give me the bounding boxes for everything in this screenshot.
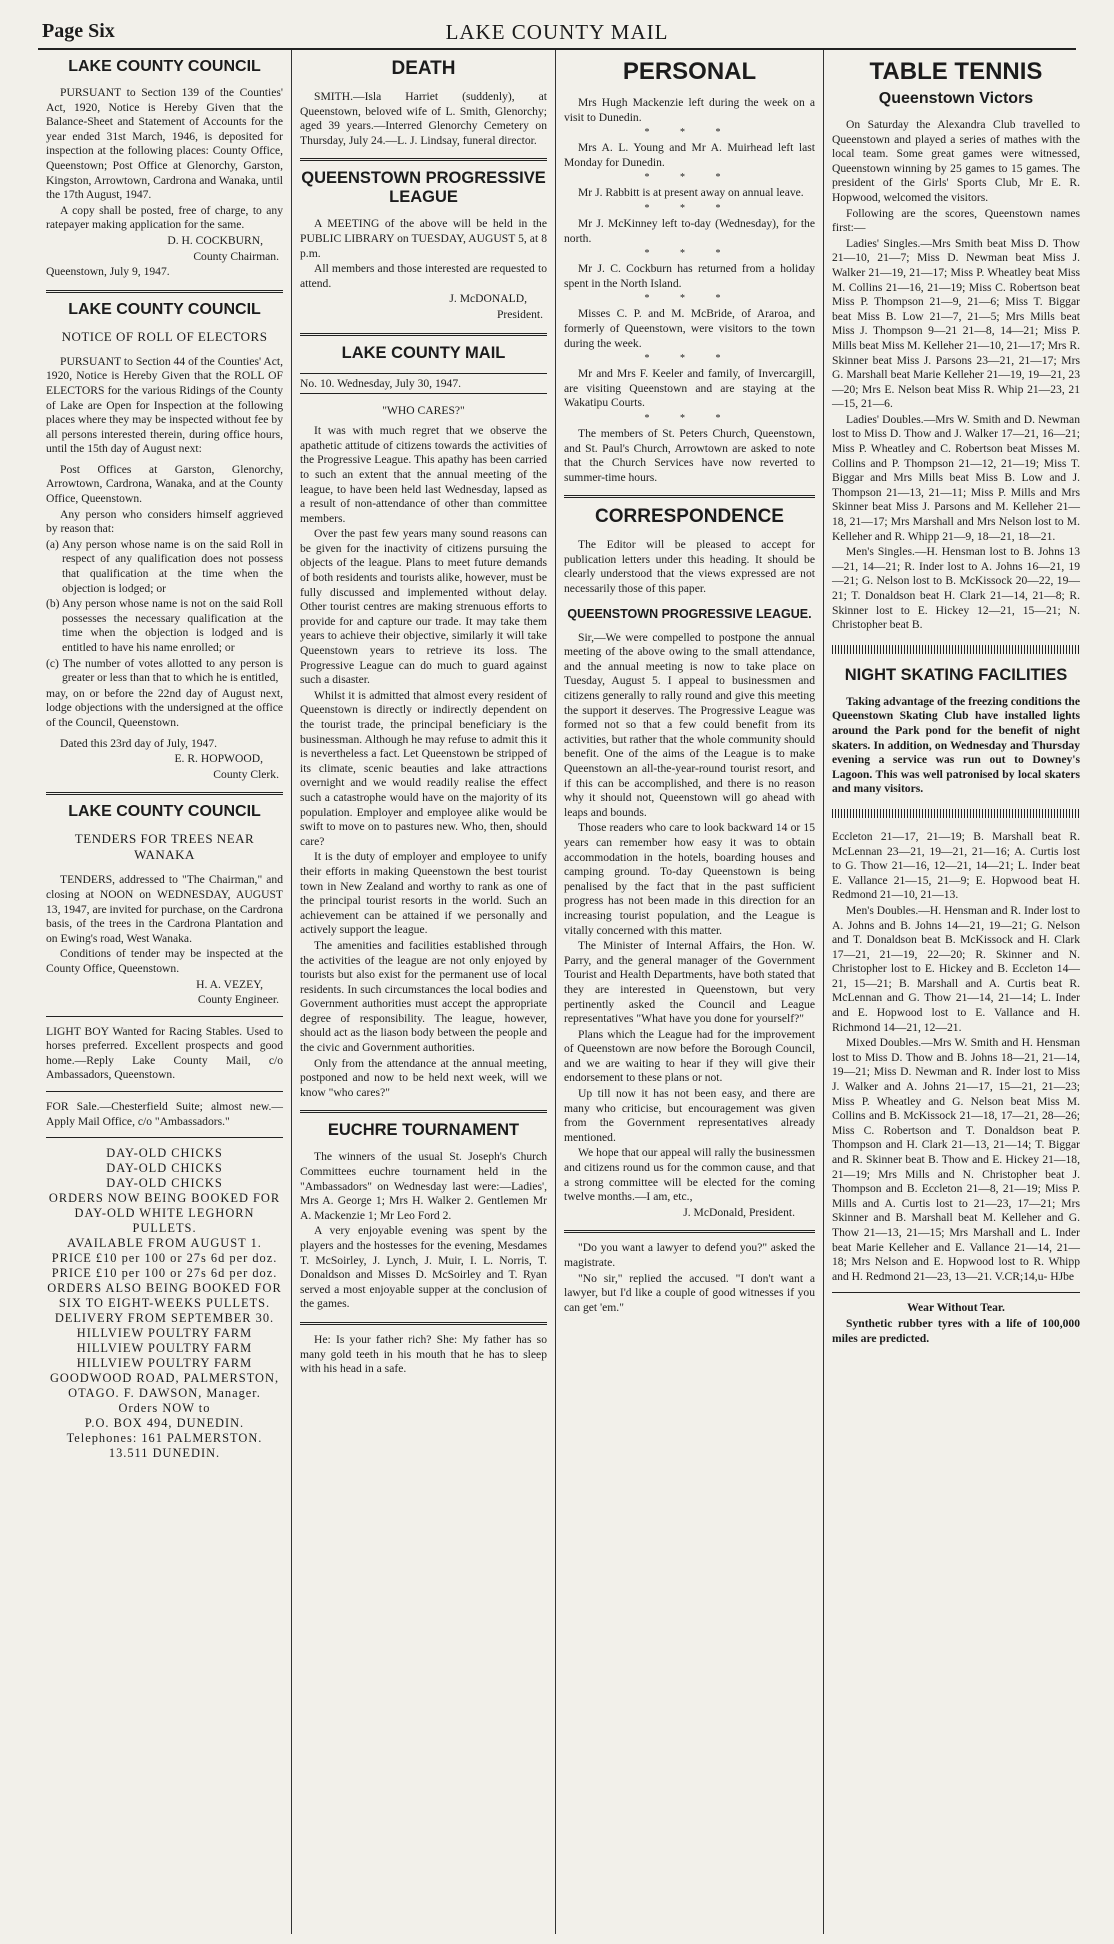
separator: * * * bbox=[644, 248, 735, 260]
column-1 bbox=[38, 50, 292, 1934]
letter-paragraph: The Minister of Internal Affairs, the Hon. W. Parry, and the general manager of the Government Tourist and Health Departments, have both stated that they are interested in Queenstown, but very pertinently asked the Council and League representatives "What have you done for yourself?" bbox=[564, 939, 815, 1026]
divider bbox=[46, 1016, 283, 1017]
ad-line: DAY-OLD CHICKS bbox=[106, 1176, 223, 1191]
tyres-heading: Wear Without Tear. bbox=[907, 1301, 1005, 1315]
notice-item-c: (c) The number of votes allotted to any person is greater or less than that to which he is entitled, bbox=[46, 656, 283, 685]
personal-item: Misses C. P. and M. McBride, of Araroa, and formerly of Queenstown, were visitors to the town during the week. bbox=[564, 307, 815, 350]
notice-signer-title: County Chairman. bbox=[193, 249, 279, 263]
ad-line: DELIVERY FROM SEPTEMBER 30. bbox=[54, 1311, 275, 1326]
ad-line: ORDERS ALSO BEING BOOKED FOR bbox=[47, 1281, 282, 1296]
league-signer-title: President. bbox=[496, 307, 543, 321]
euchre-paragraph: The winners of the usual St. Joseph's Church Committees euchre tournament held in the "Ambassadors" on Wednesday last were:—Ladies', Mrs A. George 1; Mrs H. Walker 2. Gentlemen Mr A. Mackenzie 1; Mr Leo Ford 2. bbox=[300, 1150, 547, 1222]
euchre-paragraph: A very enjoyable evening was spent by the players and the hostesses for the evening, Mesdames T. McSoirley, J. Lynch, J. Muir, I. L. Norris, T. Donaldson and Misses D. McSoirley and T. Ryan served a most enjoyable supper at the conclusion of the games. bbox=[300, 1224, 547, 1311]
notice-heading: LAKE COUNTY COUNCIL bbox=[68, 58, 261, 75]
correspondence-section bbox=[564, 506, 815, 1220]
death-heading: DEATH bbox=[391, 58, 456, 79]
notice-closing: may, on or before the 22nd day of August next, lodge objections with the undersigned at the office of the Council, Queenstown. bbox=[46, 686, 283, 729]
tennis-paragraph: Ladies' Doubles.—Mrs W. Smith and D. Newman lost to Miss D. Thow and J. Walker 17—21, 16—21; Miss P. Wheatley and C. Robertson beat Misses M. Collins and P. Thompson 21—12, 21—19; Miss T. Biggar and Mrs Mills beat Miss B. Low and J. Thompson 21—13, 21—11; Miss P. Mills and Mrs Skinner beat Miss J. Parsons and M. Kelleher 21—18, 21—17; Mrs Marshall and Mrs Nelson lost to M. Kelleher and R. Whipp 21—9, 18—21, 18—21. bbox=[832, 412, 1080, 543]
notice-intro: Any person who considers himself aggrieved by reason that: bbox=[46, 507, 283, 536]
divider bbox=[300, 1322, 547, 1325]
notice-body: Conditions of tender may be inspected at the County Office, Queenstown. bbox=[46, 947, 283, 975]
notice-body: PURSUANT to Section 44 of the Counties' Act, 1920, Notice is Hereby Given that the ROLL OF ELECTORS for the various Ridings of the County of Lake are Open for Inspection at the following places where they may be inspected without fee by all persons interested therein, during office hours, until the 15th day of August next: bbox=[46, 354, 283, 456]
notice-places: Post Offices at Garston, Glenorchy, Arrowtown, Cardrona, Wanaka, and at the County Office, Queenstown. bbox=[46, 462, 283, 506]
masthead bbox=[38, 14, 1076, 50]
ad-line: OTAGO. F. DAWSON, Manager. bbox=[68, 1386, 261, 1401]
divider bbox=[564, 1230, 815, 1233]
filler-joke bbox=[564, 1241, 815, 1315]
hatched-divider bbox=[832, 645, 1080, 654]
tennis-paragraph: Mixed Doubles.—Mrs W. Smith and H. Hensman lost to Miss D. Thow and B. Johns 18—21, 21—14, 19—21; Miss D. Newman and R. Inder lost to Miss J. Walker and A. Johns 21—17, 15—21, 21—23; Miss P. Wheatley and G. Nelson beat Miss M. Collins and B. McKissock 21—18, 17—21, 28—26; Miss C. Robertson and T. Donaldson beat P. Thompson and H. Clark 21—13, 21—14; T. Biggar and R. Skinner beat B. Thow and E. Hickey 21—18, 21—19; Mrs Mills and N. Christopher beat J. Thompson and B. Eccleton 21—8, 21—19; Miss P. Mills and A. Curtis lost to 21—23, 17—21; Mrs Skinner and B. Marshall beat M. Kelleher and G. Thow 21—13, 21—15; Mrs Marshall and L. Inder beat Marie Kelleher and E. Vallance 21—14, 21—18; Mrs Nelson and E. Hopwood lost to R. Whipp and H. Redmond 21—23, 13—21. V.CR;14,u- HJbe bbox=[832, 1036, 1080, 1283]
divider bbox=[46, 1137, 283, 1138]
ad-line: AVAILABLE FROM AUGUST 1. bbox=[67, 1236, 262, 1251]
tennis-paragraph: Eccleton 21—17, 21—19; B. Marshall beat R. McLennan 23—21, 19—21, 21—16; A. Curtis lost to G. Thow 21—16, 12—21, 14—21; L. Inder beat E. Vallance 21—15, 21—9; E. Hopwood beat H. Redmond 21—10, 21—13. bbox=[832, 829, 1080, 902]
skating-heading: NIGHT SKATING FACILITIES bbox=[844, 665, 1068, 684]
editorial-paragraph: It is the duty of employer and employee to unify their efforts in making Queenstown the best tourist town in New Zealand and worthy to rank as one of the principal tourist resorts in the world. Such an achievement can be attained if we personally and actively support the league. bbox=[300, 850, 547, 937]
ad-line: Telephones: 161 PALMERSTON. bbox=[66, 1431, 263, 1446]
separator: * * * bbox=[644, 127, 735, 139]
hatched-divider bbox=[832, 809, 1080, 818]
divider bbox=[46, 792, 283, 795]
tennis-paragraph: Men's Doubles.—H. Hensman and R. Inder lost to A. Johns and B. Johns 14—21, 19—21; G. Nelson and T. Donaldson beat B. McKissock and H. Clark 17—21, 21—19, 22—20; R. Skinner and N. Christopher lost to E. Hickey and B. Eccleton 14—21, 15—21; B. Marshall and A. Curtis beat R. McLennan and G. Thow 21—14, 21—14; L. Inder and E. Hopwood lost to E. Vallance and H. Richmond 14—21, 12—21. bbox=[832, 903, 1080, 1034]
ad-line: GOODWOOD ROAD, PALMERSTON, bbox=[49, 1371, 280, 1386]
notice-signer-title: County Clerk. bbox=[213, 767, 279, 781]
table-tennis-article bbox=[832, 58, 1080, 633]
ad-line: HILLVIEW POULTRY FARM bbox=[76, 1356, 253, 1371]
notice-roll-of-electors bbox=[46, 301, 283, 783]
notice-date: Queenstown, July 9, 1947. bbox=[46, 265, 170, 279]
editorial-paragraph: The amenities and facilities established through the activities of the league are not only enjoyed by tourists but also exist for the permanent use of local residents. In such circumstances the local bodies and Government authorities must accept the appropriate degree of responsibility. The league, however, should act as the liason body between the people and the civic and Government authorities. bbox=[300, 938, 547, 1055]
notice-subheading: NOTICE OF ROLL OF ELECTORS bbox=[61, 328, 268, 344]
notice-item-a: (a) Any person whose name is on the said Roll in respect of any qualification does not possess that qualification at the time when the objection is lodged; or bbox=[46, 537, 283, 595]
classified-ad: FOR Sale.—Chesterfield Suite; almost new.—Apply Mail Office, c/o "Ambassadors." bbox=[46, 1100, 283, 1128]
notice-signer: H. A. VEZEY, bbox=[196, 977, 263, 991]
notice-signer: E. R. HOPWOOD, bbox=[174, 752, 263, 766]
notice-balance-sheet bbox=[46, 58, 283, 280]
skating-body: Taking advantage of the freezing conditions the Queenstown Skating Club have installed lights around the Park pond for the benefit of night skaters. In addition, on Wednesday and Thursday evening a service was run out to Downey's Lagoon. This was well patronised by local skaters and many visitors. bbox=[832, 694, 1080, 796]
personal-item: Mrs Hugh Mackenzie left during the week on a visit to Dunedin. bbox=[564, 96, 815, 124]
notice-tenders bbox=[46, 803, 283, 1007]
editorial-nameplate: LAKE COUNTY MAIL bbox=[341, 343, 506, 362]
skating-article bbox=[832, 666, 1080, 797]
separator: * * * bbox=[644, 202, 735, 214]
personal-item: Mr J. C. Cockburn has returned from a holiday spent in the North Island. bbox=[564, 262, 815, 290]
ad-line: 13.511 DUNEDIN. bbox=[108, 1446, 221, 1461]
letter-paragraph: Sir,—We were compelled to postpone the annual meeting of the above owing to the small attendance, and the annual meeting is now to take place on Tuesday, August 5. I appeal to businessmen and citizens generally to rally round and give this meeting the support it deserves. The Progressive League was formed not so that a few could benefit from its activities, but rather that the whole community should benefit. One of the aims of the League is to make Queenstown an all-the-year-round tourist resort, and if this can be accomplished, and there is no reason why it should not, Queenstown will go ahead with leaps and bounds. bbox=[564, 630, 815, 819]
table-tennis-continued bbox=[832, 830, 1080, 1284]
ad-line: HILLVIEW POULTRY FARM bbox=[76, 1326, 253, 1341]
letter-paragraph: We hope that our appeal will rally the businessmen and citizens round us for the common cause, and that a strong committee will be elected for the coming twelve months.—I am, etc., bbox=[564, 1146, 815, 1204]
correspondence-disclaimer: The Editor will be pleased to accept for publication letters under this heading. It should be clearly understood that the views expressed are not necessarily those of this paper. bbox=[564, 538, 815, 596]
editorial-dateline: No. 10. Wednesday, July 30, 1947. bbox=[300, 373, 547, 394]
divider bbox=[46, 290, 283, 293]
letter-paragraph: Up till now it has not been easy, and there are many who criticise, but encouragement was given from the Government representatives already mentioned. bbox=[564, 1087, 815, 1144]
ad-line: DAY-OLD CHICKS bbox=[106, 1161, 223, 1176]
tennis-paragraph: Men's Singles.—H. Hensman lost to B. Johns 13—21, 14—21; R. Inder lost to A. Johns 16—21, 19—21; G. Nelson lost to B. McKissock 20—22, 19—21; T. Donaldson beat H. Clark 21—14, 21—8; R. Skinner lost to E. Hickey 12—21, 15—21; N. Christopher beat B. bbox=[832, 545, 1080, 632]
separator: * * * bbox=[644, 412, 735, 424]
correspondence-heading: CORRESPONDENCE bbox=[595, 506, 784, 528]
divider bbox=[832, 1292, 1080, 1293]
league-signer: J. McDONALD, bbox=[449, 292, 527, 306]
filler-joke: He: Is your father rich? She: My father has so many gold teeth in his mouth that he has to sleep with his head in a safe. bbox=[300, 1332, 547, 1376]
editorial-paragraph: Only from the attendance at the annual meeting, postponed and now to be held next week, will we know "who cares?" bbox=[300, 1056, 547, 1099]
poultry-advertisement bbox=[46, 1146, 283, 1461]
editorial bbox=[300, 344, 547, 1101]
notice-heading: LAKE COUNTY COUNCIL bbox=[68, 803, 261, 821]
ad-line: PULLETS. bbox=[132, 1221, 197, 1236]
paper-title: LAKE COUNTY MAIL bbox=[445, 20, 669, 44]
notice-dated: Dated this 23rd day of July, 1947. bbox=[60, 736, 218, 750]
death-notice bbox=[300, 58, 547, 148]
divider bbox=[46, 1091, 283, 1092]
joke-line: "No sir," replied the accused. "I don't want a lawyer, but I'd like a couple of good witnesses if you can get 'em." bbox=[564, 1271, 815, 1314]
page-label: Page Six bbox=[42, 20, 115, 42]
tennis-paragraph: Following are the scores, Queenstown names first:— bbox=[832, 206, 1080, 235]
personal-heading: PERSONAL bbox=[622, 58, 757, 85]
tennis-paragraph: Ladies' Singles.—Mrs Smith beat Miss D. Thow 21—10, 21—7; Miss D. Newman beat Miss J. Walker 21—19, 21—17; Miss P. Wheatley beat Miss M. Collins 21—16, 21—19; Miss C. Robertson beat Miss P. Thompson 21—9, 21—6; Miss T. Biggar beat Miss B. Low 21—7, 21—5; Mrs Mills beat Miss J. Thompson 9—21 21—8, 14—21; Miss P. Mills beat Miss M. Kelleher 21—10, 21—17; Mrs R. Skinner beat Miss J. Parsons 23—21, 21—17; Mrs G. Marshall beat Marie Kelleher 21—19, 19—21, 23—20; Mrs E. Nelson beat Miss R. Whip 21—23, 21—15, 21—6. bbox=[832, 236, 1080, 411]
notice-signer: D. H. COCKBURN, bbox=[167, 233, 263, 247]
columns bbox=[38, 50, 1088, 1934]
ad-line: ORDERS NOW BEING BOOKED FOR bbox=[48, 1191, 281, 1206]
personal-item: Mrs A. L. Young and Mr A. Muirhead left last Monday for Dunedin. bbox=[564, 141, 815, 169]
tyres-body: Synthetic rubber tyres with a life of 100,000 miles are predicted. bbox=[832, 1316, 1080, 1345]
column-3 bbox=[556, 50, 824, 1934]
letter-title: QUEENSTOWN PROGRESSIVE LEAGUE. bbox=[567, 606, 812, 621]
editorial-paragraph: Whilst it is admitted that almost every resident of Queenstown is directly or indirectly dependent on the tourist trade, the principal beneficiary is the businessman. Although he may refuse to admit this it is nevertheless a fact. Let Queenstown be stripped of its climate, scenic beauties and lake attractions overnight and we would readily realise the effect such a catastrophe would have on the majority of its population. Employer and employee alike would be swift to move on to pastures new. Who, then, should care? bbox=[300, 688, 547, 848]
ad-line: PRICE £10 per 100 or 27s 6d per doz. bbox=[51, 1266, 278, 1281]
notice-subheading: TENDERS FOR TREES NEAR WANAKA bbox=[74, 831, 255, 863]
divider bbox=[300, 333, 547, 336]
editorial-title: "WHO CARES?" bbox=[382, 403, 465, 417]
column-2 bbox=[292, 50, 556, 1934]
personal-item: The members of St. Peters Church, Queenstown, and St. Paul's Church, Arrowtown are asked to note that the Church Services have now reverted to summer-time hours. bbox=[564, 426, 815, 484]
ad-line: SIX TO EIGHT-WEEKS PULLETS. bbox=[58, 1296, 271, 1311]
personal-item: Mr and Mrs F. Keeler and family, of Invercargill, are visiting Queenstown and are staying at the Wakatipu Courts. bbox=[564, 367, 815, 410]
notice-body: TENDERS, addressed to "The Chairman," and closing at NOON on WEDNESDAY, AUGUST 13, 1947, are invited for purchase, on the Cardrona basis, of the trees in the Cardrona Plantation and on Ewing's road, West Wanaka. bbox=[46, 873, 283, 945]
tennis-subheading: Queenstown Victors bbox=[878, 90, 1034, 107]
ad-line: P.O. BOX 494, DUNEDIN. bbox=[84, 1416, 245, 1431]
divider bbox=[300, 1110, 547, 1113]
ad-line: DAY-OLD CHICKS bbox=[106, 1146, 223, 1161]
ad-line: DAY-OLD WHITE LEGHORN bbox=[74, 1206, 255, 1221]
euchre-heading: EUCHRE TOURNAMENT bbox=[327, 1121, 520, 1140]
ad-line: PRICE £10 per 100 or 27s 6d per doz. bbox=[51, 1251, 278, 1266]
league-heading: QUEENSTOWN PROGRESSIVE LEAGUE bbox=[301, 169, 546, 207]
euchre-article bbox=[300, 1121, 547, 1312]
joke-line: "Do you want a lawyer to defend you?" asked the magistrate. bbox=[564, 1241, 815, 1269]
classified-ad: LIGHT BOY Wanted for Racing Stables. Used to horses preferred. Excellent prospects and good home.—Reply Lake County Mail, c/o Ambassadors, Queenstown. bbox=[46, 1024, 283, 1082]
notice-signer-title: County Engineer. bbox=[197, 993, 279, 1007]
notice-item-b: (b) Any person whose name is not on the said Roll possesses the necessary qualification at the time when the objection is lodged and is entitled to have his name enrolled; or bbox=[46, 597, 283, 654]
notice-heading: LAKE COUNTY COUNCIL bbox=[68, 300, 261, 318]
tennis-paragraph: On Saturday the Alexandra Club travelled to Queenstown and played a series of mathes with the local team. Some great games were witnessed, Queenstown winning by 25 games to 15 games. The president of the Girls' Sports Club, Mr E. R. Hopwood, welcomed the visitors. bbox=[832, 118, 1080, 204]
editorial-paragraph: It was with much regret that we observe the apathetic attitude of citizens towards the activities of the Progressive League. This apathy has been carried to such an extent that the annual meeting of the league, to have been held last Wednesday, lapsed as a result of non-attendance of other than committee members. bbox=[300, 424, 547, 525]
separator: * * * bbox=[644, 353, 735, 365]
league-meeting-notice bbox=[300, 169, 547, 322]
ad-line: HILLVIEW POULTRY FARM bbox=[76, 1341, 253, 1356]
death-body: SMITH.—Isla Harriet (suddenly), at Queenstown, beloved wife of L. Smith, Glenorchy; aged 39 years.—Interred Glenorchy Cemetery on Thursday, July 24.—L. J. Lindsay, funeral director. bbox=[300, 90, 547, 147]
column-4 bbox=[824, 50, 1088, 1934]
personal-column bbox=[564, 58, 815, 485]
letter-paragraph: Plans which the League had for the improvement of Queenstown are now before the Borough Council, and we are waiting to hear if they will give their endorsement to these plans or not. bbox=[564, 1027, 815, 1085]
separator: * * * bbox=[644, 293, 735, 305]
league-body: A MEETING of the above will be held in the PUBLIC LIBRARY on TUESDAY, AUGUST 5, at 8 p.m. bbox=[300, 217, 547, 260]
personal-item: Mr J. Rabbitt is at present away on annual leave. bbox=[578, 186, 804, 200]
divider bbox=[300, 158, 547, 161]
league-body: All members and those interested are requested to attend. bbox=[300, 262, 547, 290]
tyres-item bbox=[832, 1301, 1080, 1346]
separator: * * * bbox=[644, 172, 735, 184]
notice-body: PURSUANT to Section 139 of the Counties' Act, 1920, Notice is Hereby Given that the Balance-Sheet and Statement of Accounts for the year ended 31st March, 1946, is deposited for inspection at the following places: County Office, Queenstown; Post Office at Glenorchy, Garston, Kingston, Arrowtown, Cardrona and Wanaka, until the 17th August, 1947. bbox=[46, 86, 283, 202]
notice-body: A copy shall be posted, free of charge, to any ratepayer making application for the same. bbox=[46, 203, 283, 232]
letter-signer: J. McDonald, President. bbox=[683, 1205, 795, 1219]
ad-line: Orders NOW to bbox=[118, 1401, 211, 1416]
letter-paragraph: Those readers who care to look backward 14 or 15 years can remember how easy it was to obtain accommodation in the hotels, boarding houses and camping ground. To-day Queenstown is being penalised by the fact that in the past sufficient progress has not been made in this direction for an increasing tourist population, and the League is vitally concerned with this matter. bbox=[564, 821, 815, 937]
tennis-heading: TABLE TENNIS bbox=[869, 58, 1043, 85]
divider bbox=[564, 495, 815, 498]
personal-item: Mr J. McKinney left to-day (Wednesday), for the north. bbox=[564, 216, 815, 245]
editorial-paragraph: Over the past few years many sound reasons can be given for the inactivity of citizens pursuing the objects of the league. Plans to meet future demands of both residents and tourists alike, however, must be fully discussed and implemented without delay. Other tourist centres are making strenuous efforts to provide for and capture our trade. It may take them years to achieve their objective, similarly it will take Queenstown years to retrieve its loss. The Progressive League can do much to guard against such a disaster. bbox=[300, 527, 547, 687]
